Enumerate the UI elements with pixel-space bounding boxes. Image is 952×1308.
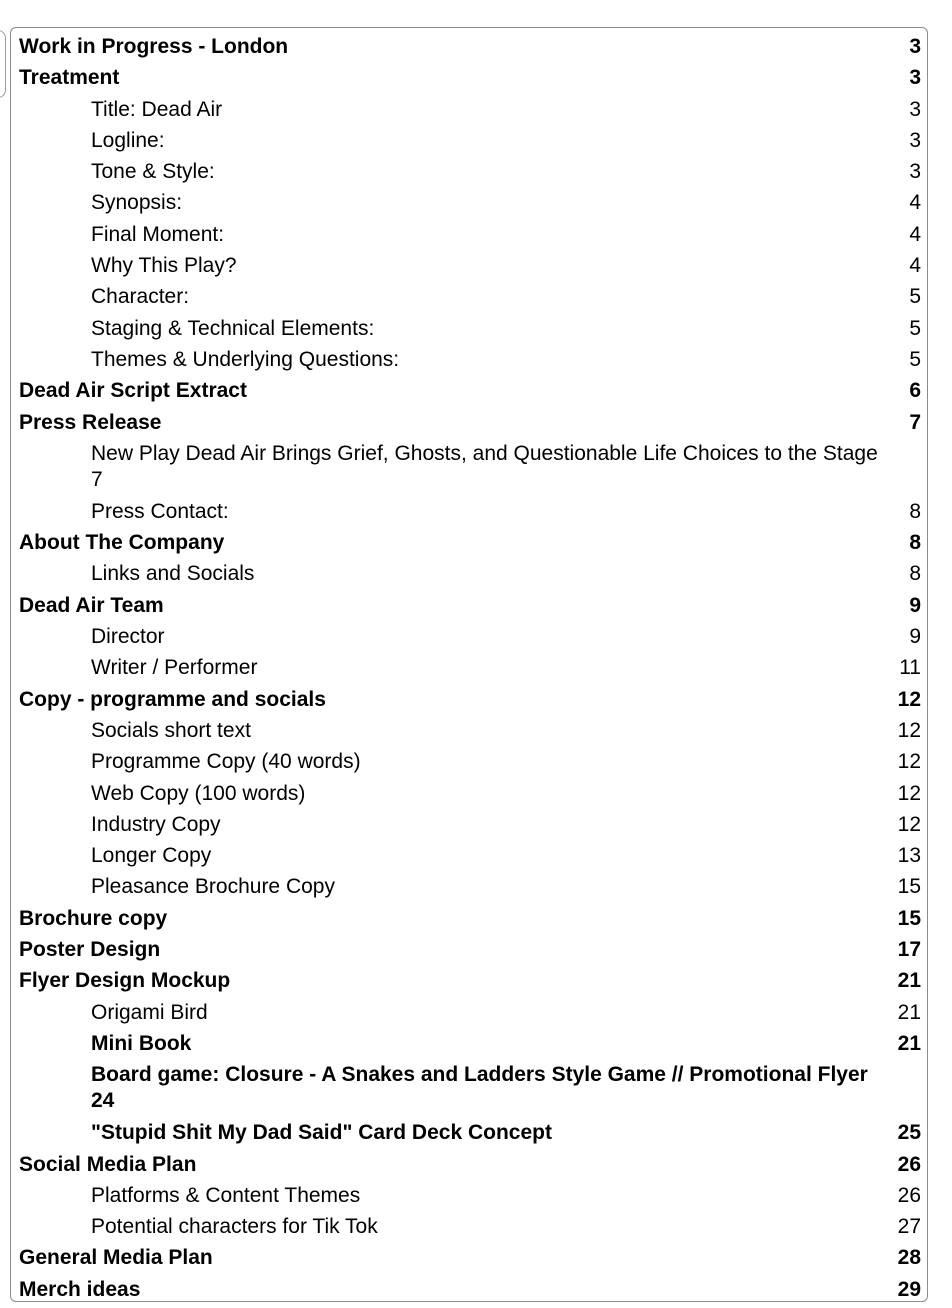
toc-entry-page-number: 6 [909, 379, 921, 403]
toc-entry[interactable] [11, 684, 927, 715]
toc-entry[interactable] [11, 375, 927, 406]
toc-entry[interactable] [11, 125, 927, 156]
toc-entry-page-number: 3 [909, 66, 921, 90]
toc-entry-title: Director [91, 625, 165, 649]
toc-entry[interactable] [11, 187, 927, 218]
toc-entry-title: New Play Dead Air Brings Grief, Ghosts, and Questionable Life Choices to the Stage [91, 441, 878, 465]
toc-entry[interactable] [11, 527, 927, 558]
toc-entry-page-number: 4 [909, 191, 921, 215]
toc-entry-page-number: 29 [897, 1277, 921, 1301]
toc-entry[interactable] [11, 1117, 927, 1148]
toc-entry[interactable] [11, 997, 927, 1028]
toc-entry-title: Platforms & Content Themes [91, 1183, 361, 1207]
toc-entry-title: Poster Design [19, 938, 161, 962]
toc-entry-title: Tone & Style: [91, 160, 215, 184]
toc-entry-page-number: 5 [909, 347, 921, 371]
toc-entry-page-number: 12 [897, 750, 921, 774]
toc-entry[interactable] [11, 965, 927, 996]
toc-entry-page-number: 3 [909, 160, 921, 184]
toc-entry-page-number: 27 [897, 1215, 921, 1239]
toc-entry-page-number: 12 [897, 718, 921, 742]
toc-entry-title: "Stupid Shit My Dad Said" Card Deck Concept [91, 1121, 552, 1145]
toc-entry-title: Staging & Technical Elements: [91, 316, 375, 340]
toc-entry-page-number: 3 [909, 128, 921, 152]
toc-entry[interactable] [11, 746, 927, 777]
toc-entry-page-number: 26 [897, 1183, 921, 1207]
toc-entry-page-number: 7 [91, 467, 103, 491]
toc-entry[interactable] [11, 778, 927, 809]
toc-entry-page-number: 8 [909, 499, 921, 523]
toc-entry-page-number: 4 [909, 254, 921, 278]
toc-entry[interactable] [11, 1242, 927, 1273]
toc-entry-title: Longer Copy [91, 844, 212, 868]
toc-entry[interactable] [11, 840, 927, 871]
toc-entry-page-number: 26 [897, 1152, 921, 1176]
toc-entry-title: Final Moment: [91, 222, 225, 246]
toc-entry[interactable] [11, 1059, 927, 1117]
toc-entry-page-number: 21 [897, 1031, 921, 1055]
toc-entry-title: Programme Copy (40 words) [91, 750, 361, 774]
toc-entry-page-number: 21 [897, 1000, 921, 1024]
toc-entry[interactable] [11, 934, 927, 965]
toc-entry-page-number: 3 [909, 97, 921, 121]
toc-entry[interactable] [11, 31, 927, 62]
toc-entry[interactable] [11, 621, 927, 652]
toc-entry-title: Industry Copy [91, 812, 221, 836]
toc-entry-title: Origami Bird [91, 1000, 208, 1024]
toc-entry-page-number: 5 [909, 316, 921, 340]
toc-entry[interactable] [11, 407, 927, 438]
table-of-contents [10, 27, 928, 1302]
toc-entry-page-number: 4 [909, 222, 921, 246]
toc-entry-title: Press Contact: [91, 499, 229, 523]
toc-entry[interactable] [11, 903, 927, 934]
toc-entry-title: Social Media Plan [19, 1152, 197, 1176]
toc-entry[interactable] [11, 496, 927, 527]
toc-entry-page-number: 8 [909, 562, 921, 586]
toc-entry[interactable] [11, 219, 927, 250]
toc-entry-title: Title: Dead Air [91, 97, 223, 121]
toc-entry[interactable] [11, 94, 927, 125]
toc-entry-page-number: 17 [897, 938, 921, 962]
toc-entry[interactable] [11, 715, 927, 746]
toc-entry-title: Work in Progress - London [19, 35, 289, 58]
toc-entry-title: Board game: Closure - A Snakes and Ladders Style Game // Promotional Flyer [91, 1063, 868, 1087]
toc-entry-title: General Media Plan [19, 1246, 213, 1270]
toc-entry-title: Web Copy (100 words) [91, 781, 306, 805]
toc-entry[interactable] [11, 313, 927, 344]
toc-entry-title: Press Release [19, 410, 162, 434]
toc-entry[interactable] [11, 652, 927, 683]
toc-entry[interactable] [11, 1149, 927, 1180]
toc-entry-title: Copy - programme and socials [19, 687, 326, 711]
toc-entry[interactable] [11, 1028, 927, 1059]
toc-entry-page-number: 21 [897, 969, 921, 993]
toc-entry-page-number: 9 [909, 625, 921, 649]
toc-entry-page-number: 24 [91, 1089, 115, 1113]
toc-entry[interactable] [11, 809, 927, 840]
toc-entry-page-number: 9 [909, 593, 921, 617]
toc-entry-title: Merch ideas [19, 1277, 141, 1301]
toc-entry-title: Character: [91, 285, 190, 309]
toc-entry-title: Why This Play? [91, 254, 237, 278]
toc-entry-page-number: 5 [909, 285, 921, 309]
toc-entry-page-number: 13 [897, 844, 921, 868]
toc-entry[interactable] [11, 438, 927, 496]
toc-entry-title: Links and Socials [91, 562, 255, 586]
toc-list [11, 31, 927, 1305]
toc-entry[interactable] [11, 62, 927, 93]
toc-entry-title: Pleasance Brochure Copy [91, 875, 335, 899]
toc-entry-page-number: 12 [897, 687, 921, 711]
toc-entry[interactable] [11, 344, 927, 375]
toc-entry[interactable] [11, 1211, 927, 1242]
toc-entry-page-number: 3 [909, 35, 921, 58]
toc-entry-page-number: 25 [897, 1121, 921, 1145]
toc-entry-title: Flyer Design Mockup [19, 969, 231, 993]
toc-entry-title: Writer / Performer [91, 656, 258, 680]
toc-entry-page-number: 12 [897, 812, 921, 836]
toc-entry[interactable] [11, 156, 927, 187]
toc-entry[interactable] [11, 558, 927, 589]
toc-entry[interactable] [11, 1274, 927, 1305]
toc-entry-page-number: 15 [897, 875, 921, 899]
toc-entry-title: Logline: [91, 128, 165, 152]
toc-entry-page-number: 28 [897, 1246, 921, 1270]
toc-entry[interactable] [11, 590, 927, 621]
toc-entry-title: About The Company [19, 531, 225, 555]
toc-entry-title: Brochure copy [19, 906, 168, 930]
toc-entry-page-number: 15 [897, 906, 921, 930]
toc-entry[interactable] [11, 250, 927, 281]
toc-entry-title: Synopsis: [91, 191, 183, 215]
toc-entry-title: Themes & Underlying Questions: [91, 347, 400, 371]
toc-entry[interactable] [11, 1180, 927, 1211]
toc-entry-title: Mini Book [91, 1031, 192, 1055]
toc-entry-title: Dead Air Team [19, 593, 164, 617]
toc-entry-page-number: 12 [897, 781, 921, 805]
toc-entry-title: Potential characters for Tik Tok [91, 1215, 378, 1239]
toc-entry-title: Socials short text [91, 718, 251, 742]
toc-entry-page-number: 11 [899, 656, 921, 680]
toc-entry-page-number: 8 [909, 531, 921, 555]
toc-entry-title: Dead Air Script Extract [19, 379, 247, 403]
toc-entry-title: Treatment [19, 66, 120, 90]
side-tab-handle[interactable] [0, 30, 6, 98]
toc-entry-page-number: 7 [909, 410, 921, 434]
toc-entry[interactable] [11, 281, 927, 312]
toc-entry[interactable] [11, 871, 927, 902]
